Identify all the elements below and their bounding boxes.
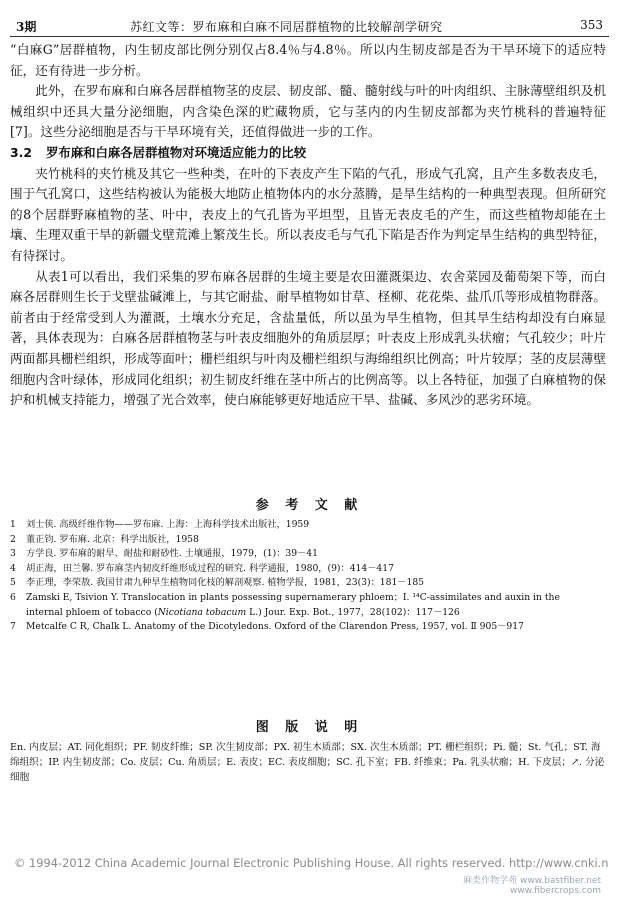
running-header bbox=[10, 14, 609, 37]
reference-item: 2 董正钧. 罗布麻. 北京：科学出版社，1958 bbox=[10, 533, 199, 545]
reference-item: 3 方学良. 罗布麻的耐旱、耐盐和耐砂性. 土壤通报，1979，(1)：39－41 bbox=[10, 548, 318, 560]
page-number: 353 bbox=[580, 18, 603, 32]
plate-legend-heading: 图 版 说 明 bbox=[255, 720, 364, 735]
paragraph-stomata: 夹竹桃科的夹竹桃及其它一些种类，在叶的下表皮产生下陷的气孔，形成气孔窝，且产生多数表皮毛，围于气孔窝口，这些结构被认为能极大地防止植物体内的水分蒸腾，是旱生结构的一种典型表现。但所研究的8个居群野麻植物的茎、叶中，表皮上的气孔皆为平坦型，且皆无表皮毛的产生，而这些植物却能在土壤、生理双重干旱的新疆戈壁荒滩上繁茂生长。所以表皮毛与气孔下陷是否作为判定旱生结构的典型特征，有待探讨。 bbox=[10, 165, 606, 263]
body-text bbox=[10, 40, 606, 411]
references-heading: 参 考 文 献 bbox=[255, 498, 364, 513]
section-heading bbox=[10, 143, 606, 164]
reference-item: 6 Zamski E, Tsivion Y. Translocation in plants possessing supernamerary phloem；Ⅰ. ¹⁴C-assimilates and auxin in the internal phloem of tobacco (Nicotiana tobacum L.) Jour. Exp. Bot., 1977，28(102)：117－126 bbox=[10, 591, 560, 618]
section-title: 罗布麻和白麻各居群植物对环境适应能力的比较 bbox=[45, 144, 307, 160]
references-list bbox=[10, 518, 610, 635]
paragraph-continuation: “白麻G”居群植物，内生韧皮部比例分别仅占8.4％与4.8％。所以内生韧皮部是否为干旱环境下的适应特征，还有待进一步分析。 bbox=[10, 42, 606, 78]
reference-item: 5 李正理，李荣敖. 我国甘肃九种旱生植物同化枝的解剖观察. 植物学报，1981，23(3)：181－185 bbox=[10, 577, 425, 589]
site-watermark: 麻类作物学苑 www.bastfiber.net www.fibercrops.com bbox=[463, 876, 601, 896]
reference-item: 1 刘士侠. 高级纤维作物——罗布麻. 上海：上海科学技术出版社，1959 bbox=[10, 519, 310, 530]
issue-number: 3期 bbox=[16, 20, 37, 34]
running-title: 苏红文等：罗布麻和白麻不同居群植物的比较解剖学研究 bbox=[130, 20, 443, 34]
paragraph-secretory-cells: 此外，在罗布麻和白麻各居群植物茎的皮层、韧皮部、髓、髓射线与叶的叶肉组织、主脉薄壁组织及机械组织中还具大量分泌细胞，内含染色深的贮藏物质，它与茎内的内生韧皮部都为夹竹桃科的普遍特征[7]。这些分泌细胞是否与干旱环境有关，还值得做进一步的工作。 bbox=[10, 83, 606, 140]
paragraph-habitat: 从表1可以看出，我们采集的罗布麻各居群的生境主要是农田灌溉渠边、农舍菜园及葡萄架下等，而白麻各居群则生长于戈壁盐碱滩上，与其它耐盐、耐旱植物如甘草、柽柳、花花柴、盐爪爪等形成植物群落。前者由于经常受到人为灌溉，土壤水分充足，含盐量低，所以虽为旱生植物，但其旱生结构却没有白麻显著，具体表现为：白麻各居群植物茎与叶表皮细胞外的角质层厚；叶表皮上形成乳头状瘤；气孔较少；叶片两面都具栅栏组织，形成等面叶；栅栏组织与叶肉及栅栏组织与海绵组织比例高；叶片较厚；茎的皮层薄壁细胞内含叶绿体，形成同化组织；初生韧皮纤维在茎中所占的比例高等。以上各特征，加强了白麻植物的保护和机械支持能力，增强了光合效率，使白麻能够更好地适应干旱、盐碱、多风沙的恶劣环境。 bbox=[10, 268, 606, 408]
plate-legend-text: En. 内皮层；AT. 同化组织；PF. 韧皮纤维；SP. 次生韧皮部；PX. 初生木质部；SX. 次生木质部；PT. 栅栏组织；Pi. 髓；St. 气孔；ST. 海绵组织；IP. 内生韧皮部；Co. 皮层；Cu. 角质层；E. 表皮；EC. 表皮细胞；SC. 孔下室；FB. 纤维束；Pa. 乳头状瘤；H. 下皮层；↗. 分泌细胞 bbox=[10, 742, 605, 783]
reference-item: 7 Metcalfe C R, Chalk L. Anatomy of the Dicotyledons. Oxford of the Clarendon Press, 1957, vol. Ⅱ 905－917 bbox=[10, 621, 524, 633]
copyright-footer: © 1994-2012 China Academic Journal Electronic Publishing House. All rights reserved. http://www.cnki.n bbox=[14, 856, 609, 870]
section-number: 3.2 bbox=[10, 144, 32, 160]
reference-item: 4 胡正海，田兰馨. 罗布麻茎内韧皮纤维形成过程的研究. 科学通报，1980，(9)：414－417 bbox=[10, 562, 394, 574]
